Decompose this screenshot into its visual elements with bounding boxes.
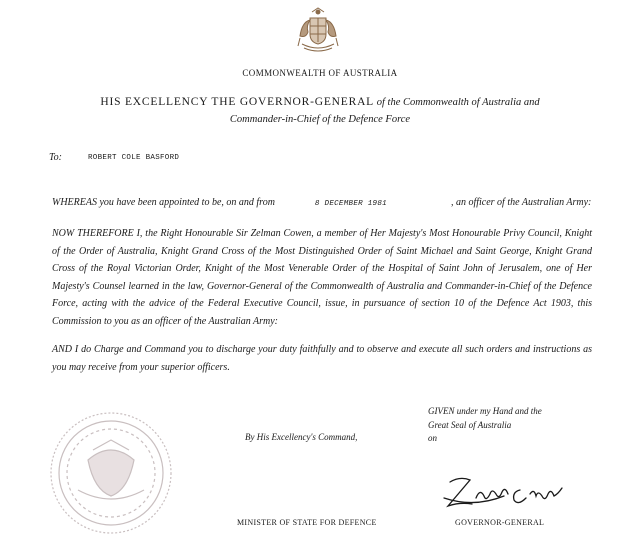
now-therefore-clause: NOW THEREFORE I, the Right Honourable Sir Zelman Cowen, a member of Her Majesty's Most Honourable Privy Council, Knight of the Order of Australia, Knight Grand Cross of the Most Distinguished Order of Saint Michael and Saint George, Knight Grand Cross of the Royal Victorian Order, Knight of the Most Venerable Order of the Hospital of Saint John of Jerusalem, one of Her Majesty's Counsel learned in the law, Governor-General of the Commonwealth of Australia and Commander-in-Chief of the Defence Force, acting with the advice of the Federal Executive Council, issue, in pursuance of section 10 of the Defence Act 1903, this Commission to you as an officer of the Australian Army: [52, 228, 592, 327]
given-line-2: Great Seal of Australia [428, 419, 512, 430]
to-label: To: [49, 152, 62, 163]
given-line-3: on [428, 433, 437, 443]
great-seal-emboss [48, 410, 174, 536]
given-line-1: GIVEN under my Hand and the [428, 406, 542, 416]
title-line2: Commander-in-Chief of the Defence Force [229, 114, 411, 125]
appointment-date: 8 DECEMBER 1981 [314, 200, 387, 208]
by-command-text: By His Excellency's Command, [245, 432, 358, 442]
coat-of-arms-icon [296, 6, 340, 56]
addressee-label [49, 152, 62, 163]
title-caps: HIS EXCELLENCY THE GOVERNOR-GENERAL [100, 96, 375, 108]
given-block [428, 405, 542, 446]
minister-title: MINISTER OF STATE FOR DEFENCE [237, 518, 377, 527]
document-title [40, 94, 600, 128]
charge-clause: AND I do Charge and Command you to discharge your duty faithfully and to observe and execute all such orders and instructions as you may receive from your superior officers. [52, 344, 592, 373]
whereas-text: WHEREAS you have been appointed to be, on and from [52, 197, 275, 208]
handwritten-signature [438, 468, 578, 518]
whereas-text-end: , an officer of the Australian Army: [450, 197, 592, 208]
commonwealth-heading: COMMONWEALTH OF AUSTRALIA [242, 68, 398, 78]
whereas-clause [52, 194, 597, 214]
title-rest: of the Commonwealth of Australia and [376, 97, 540, 108]
addressee-name: ROBERT COLE BASFORD [88, 154, 180, 162]
governor-general-title: GOVERNOR-GENERAL [455, 518, 545, 527]
